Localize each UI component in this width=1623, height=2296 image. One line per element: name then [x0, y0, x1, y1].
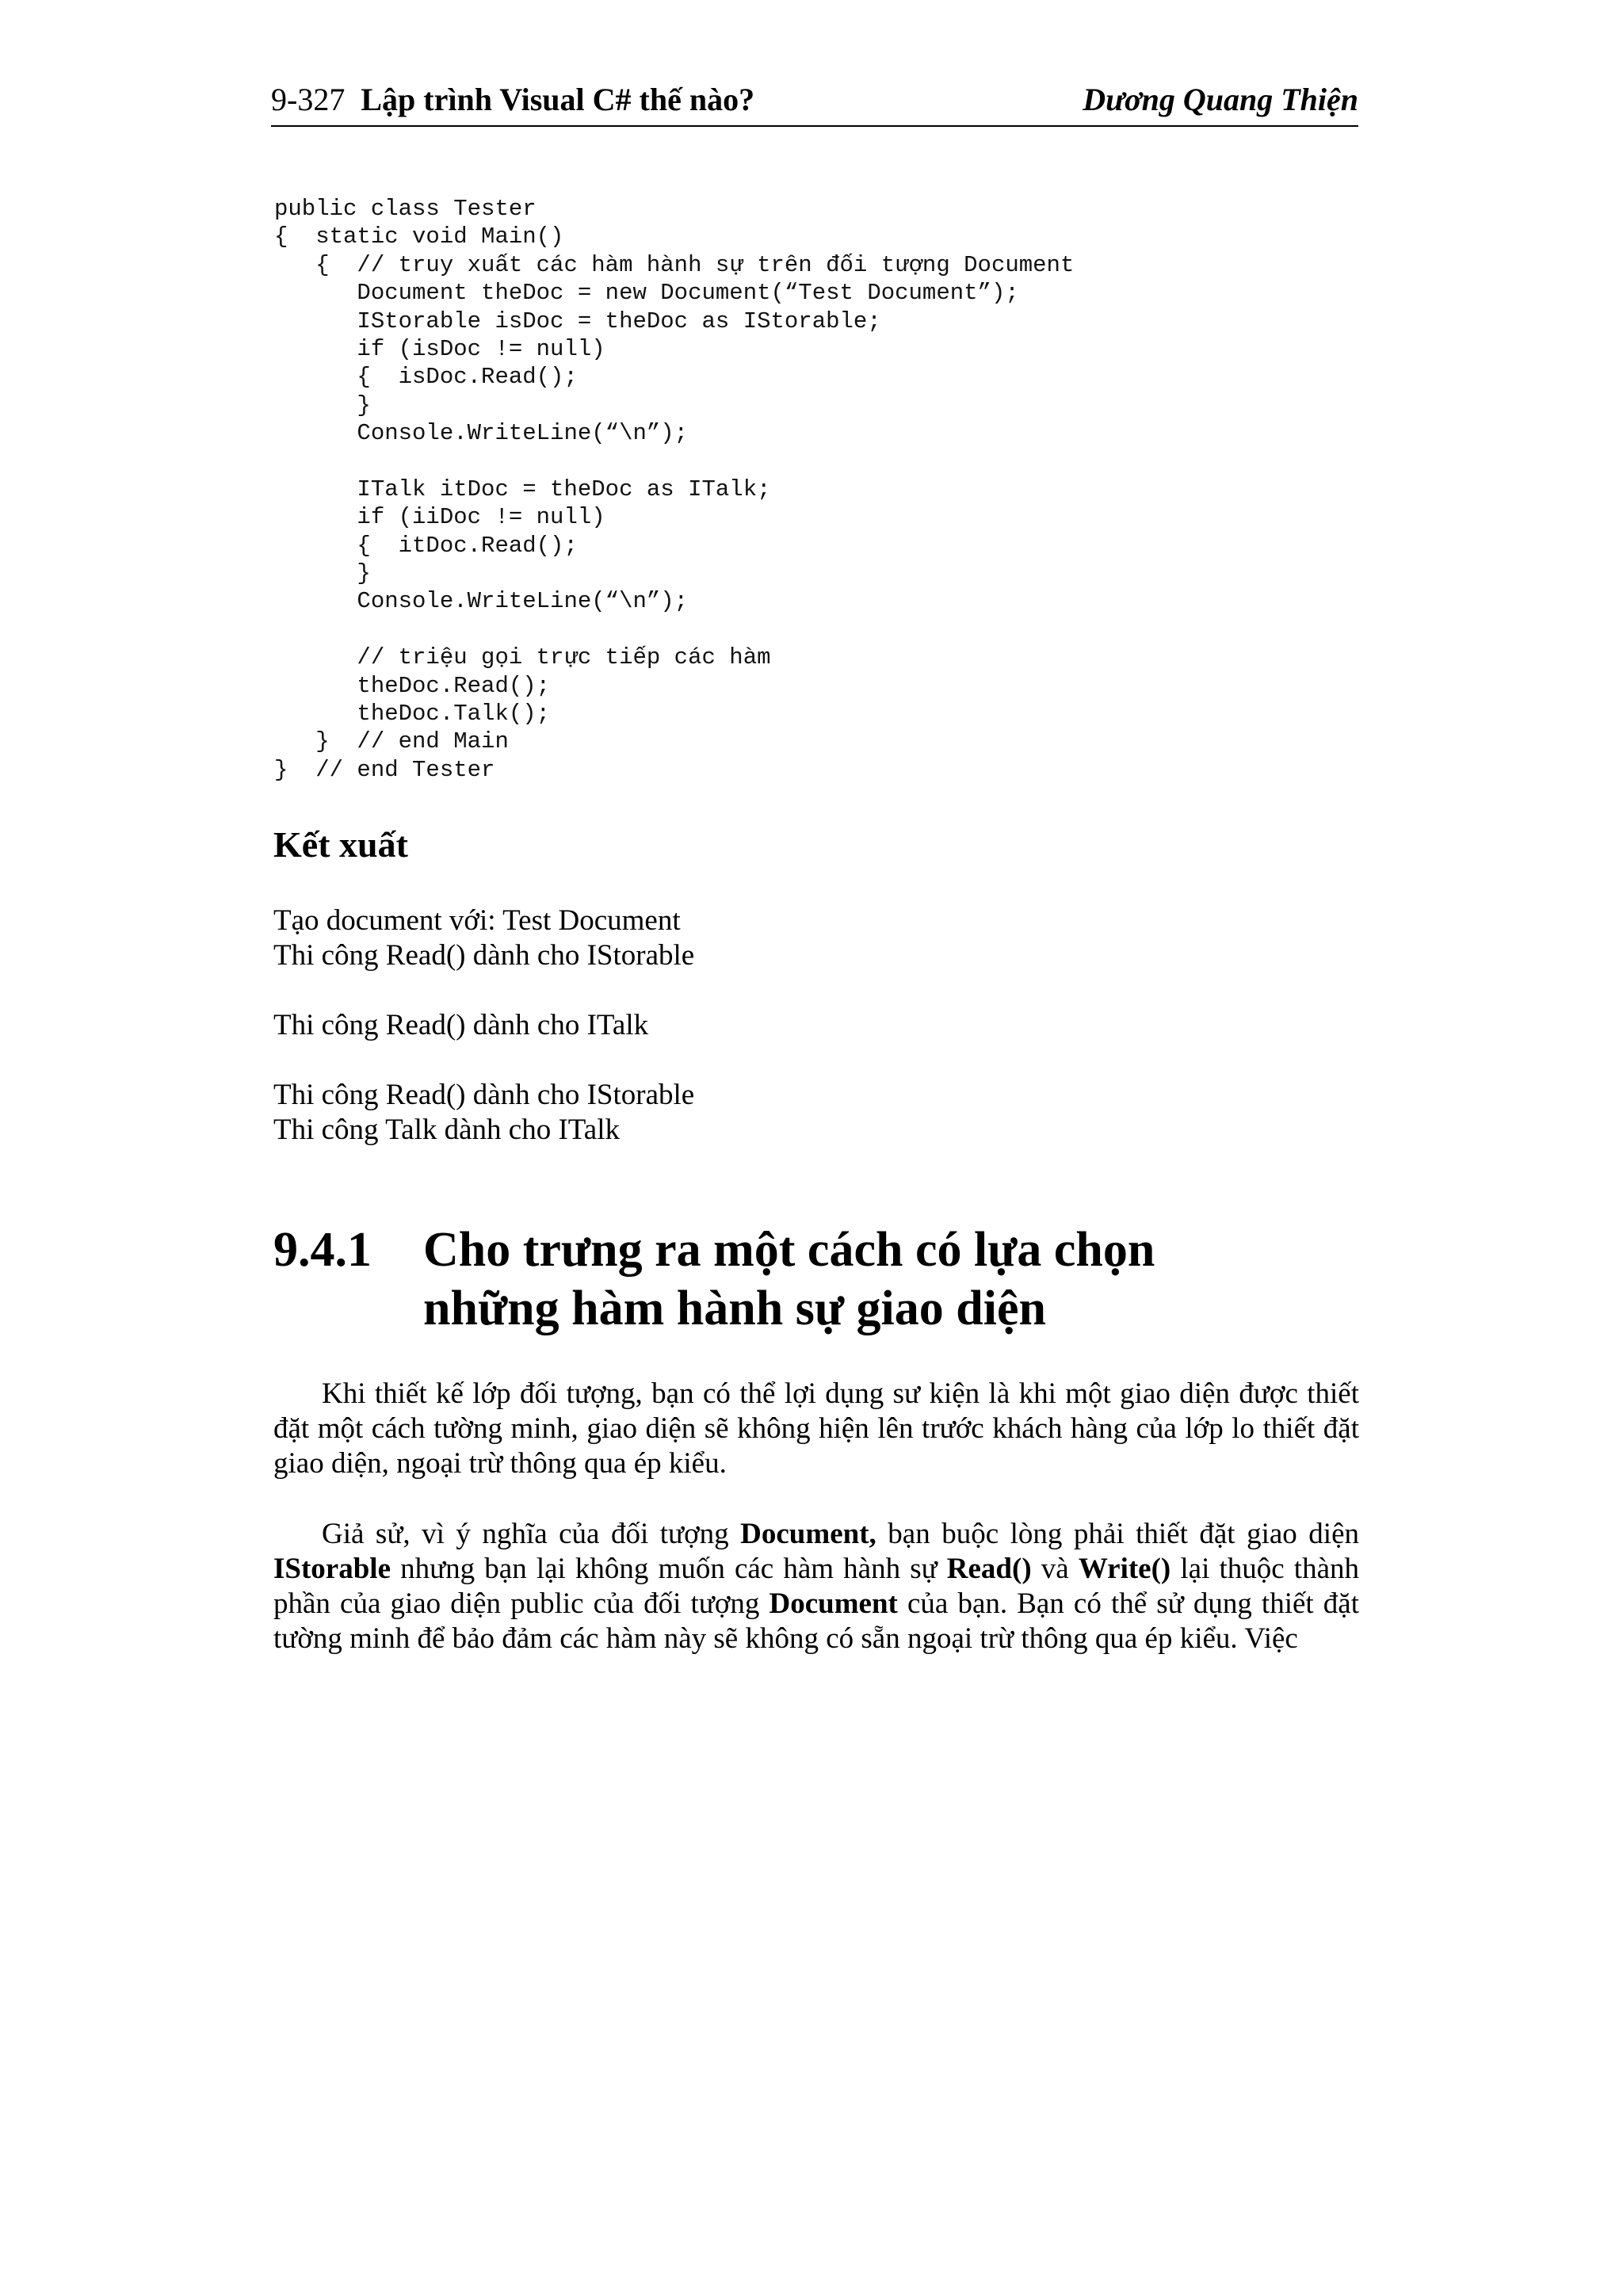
code-line [274, 448, 1384, 476]
code-line: { static void Main() [274, 223, 564, 250]
code-line: } // end Tester [274, 756, 495, 783]
section-title [423, 1221, 1295, 1338]
text-run: và [1031, 1553, 1079, 1585]
code-line: ITalk itDoc = theDoc as ITalk; [274, 476, 771, 502]
section-number: 9.4.1 [273, 1223, 372, 1277]
output-block [273, 904, 694, 1148]
output-line: Thi công Talk dành cho ITalk [273, 1114, 620, 1146]
code-line: if (isDoc != null) [274, 335, 605, 362]
bold-run: Document [769, 1587, 898, 1620]
paragraph-1: Khi thiết kế lớp đối tượng, bạn có thể lợi dụng sư kiện là khi một giao diện được thiết đặt một cách tường minh, giao diện sẽ không hiện lên trước khách hàng của lớp lo thiết đặt giao diện, ngoại trừ thông qua ép kiểu. [273, 1377, 1359, 1480]
code-line: Console.WriteLine(“\n”); [274, 588, 689, 615]
section-title-line2: những hàm hành sự giao diện [423, 1282, 1046, 1335]
code-line: } [274, 392, 371, 418]
output-line [273, 973, 694, 1008]
section-title-line1: Cho trưng ra một cách có lựa chọn [423, 1223, 1155, 1277]
code-line: theDoc.Read(); [274, 672, 551, 699]
code-line: { // truy xuất các hàm hành sự trên đối tượng Document [274, 251, 1075, 278]
page-header [271, 78, 1358, 127]
output-line: Thi công Read() dành cho IStorable [273, 1079, 695, 1111]
output-line: Thi công Read() dành cho ITalk [273, 1009, 649, 1041]
code-line: // triệu gọi trực tiếp các hàm [274, 644, 771, 671]
bold-run: Write() [1078, 1553, 1171, 1585]
code-line: public class Tester [274, 196, 537, 222]
code-line: IStorable isDoc = theDoc as IStorable; [274, 308, 881, 334]
code-line [274, 616, 1384, 644]
code-line: theDoc.Talk(); [274, 701, 551, 728]
code-line: { isDoc.Read(); [274, 364, 578, 391]
output-heading: Kết xuất [273, 824, 408, 865]
header-left [271, 78, 754, 122]
code-block [274, 195, 1384, 784]
output-line: Thi công Read() dành cho IStorable [273, 939, 695, 972]
code-line: if (iiDoc != null) [274, 504, 605, 531]
text-run: lại thuộc thành phần của giao diện public của đối tượng [273, 1553, 1359, 1620]
code-line: } // end Main [274, 728, 509, 755]
output-line [273, 1043, 694, 1078]
bold-run: Document, [740, 1518, 876, 1550]
bold-run: Read() [946, 1553, 1032, 1585]
text-run: Giả sử, vì ý nghĩa của đối tượng [322, 1518, 741, 1550]
author-name: Dương Quang Thiện [1083, 82, 1358, 117]
book-title: Lập trình Visual C# thế nào? [361, 82, 755, 117]
code-line: Document theDoc = new Document(“Test Document”); [274, 280, 1019, 307]
text-run: nhưng bạn lại không muốn các hàm hành sự [391, 1553, 947, 1585]
text-run: của bạn. Bạn có thể sử dụng thiết đặt tường minh để bảo đảm các hàm này sẽ không có sẵn ngoại trừ thông qua ép kiểu. Việc [273, 1587, 1359, 1655]
code-line: { itDoc.Read(); [274, 532, 578, 559]
output-line: Tạo document với: Test Document [273, 904, 681, 937]
paragraph-2 [273, 1517, 1359, 1656]
page-number: 9-327 [271, 82, 346, 117]
bold-run: IStorable [273, 1553, 391, 1585]
text-run: bạn buộc lòng phải thiết đặt giao diện [876, 1518, 1359, 1550]
code-line: } [274, 560, 371, 587]
code-line: Console.WriteLine(“\n”); [274, 420, 689, 447]
